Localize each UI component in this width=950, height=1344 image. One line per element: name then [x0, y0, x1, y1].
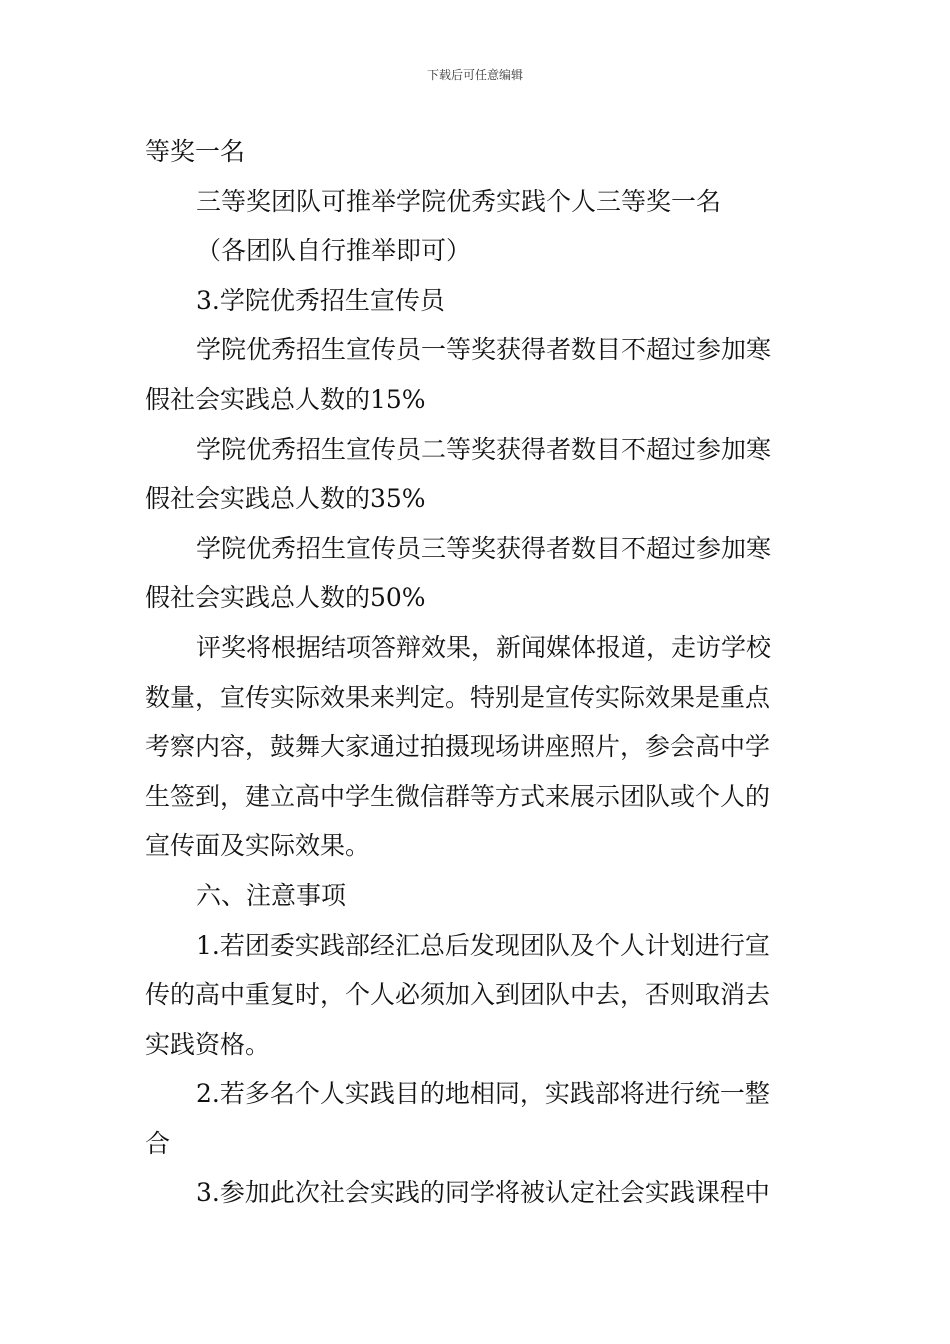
text-line: 考察内容，鼓舞大家通过拍摄现场讲座照片，参会高中学	[145, 732, 771, 762]
text-line: 三等奖团队可推举学院优秀实践个人三等奖一名	[196, 186, 722, 216]
text-line: 学院优秀招生宣传员一等奖获得者数目不超过参加寒	[196, 335, 772, 365]
document-body	[145, 127, 810, 1218]
text-line: 传的高中重复时，个人必须加入到团队中去，否则取消去	[145, 980, 771, 1010]
text-line: 假社会实践总人数的35%	[145, 484, 426, 514]
text-line: 评奖将根据结项答辩效果，新闻媒体报道，走访学校	[196, 632, 772, 662]
text-line: 2.若多名个人实践目的地相同，实践部将进行统一整	[196, 1079, 770, 1109]
text-line: 假社会实践总人数的15%	[145, 384, 426, 414]
text-line: 1.若团委实践部经汇总后发现团队及个人计划进行宣	[196, 930, 770, 960]
text-line: 实践资格。	[145, 1029, 271, 1059]
text-line: 六、注意事项	[196, 880, 347, 910]
text-line: 学院优秀招生宣传员三等奖获得者数目不超过参加寒	[196, 533, 772, 563]
text-line: 合	[145, 1128, 171, 1158]
page-header: 下载后可任意编辑	[426, 68, 523, 82]
text-line: 3.学院优秀招生宣传员	[196, 285, 445, 315]
text-line: 学院优秀招生宣传员二等奖获得者数目不超过参加寒	[196, 434, 772, 464]
text-line: 宣传面及实际效果。	[145, 831, 371, 861]
text-line: 生签到，建立高中学生微信群等方式来展示团队或个人的	[145, 781, 771, 811]
text-line: 假社会实践总人数的50%	[145, 583, 426, 613]
text-line: 3.参加此次社会实践的同学将被认定社会实践课程中	[196, 1178, 770, 1208]
text-line: 等奖一名	[145, 137, 246, 166]
text-line: 数量，宣传实际效果来判定。特别是宣传实际效果是重点	[145, 682, 771, 712]
text-line: （各团队自行推举即可）	[196, 236, 472, 266]
